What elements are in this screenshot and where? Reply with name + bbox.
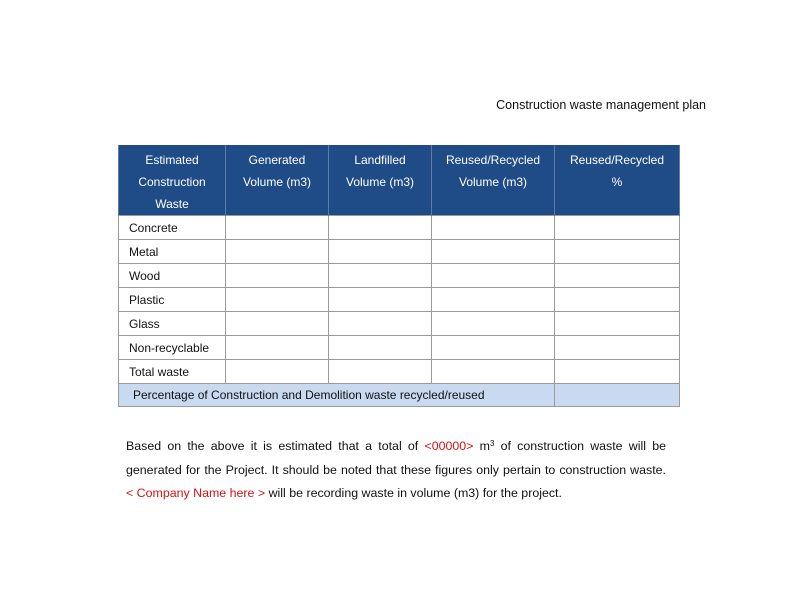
table-cell-landfilled[interactable] bbox=[329, 360, 432, 384]
header-line: Construction bbox=[138, 175, 206, 189]
table-cell-landfilled[interactable] bbox=[329, 288, 432, 312]
table-row-glass bbox=[119, 312, 680, 336]
waste-table bbox=[118, 145, 680, 407]
table-cell-generated[interactable] bbox=[226, 264, 329, 288]
table-cell-generated[interactable] bbox=[226, 216, 329, 240]
paragraph-text: Based on the above it is estimated that a total of bbox=[126, 439, 425, 453]
table-cell-reused-percent[interactable] bbox=[555, 288, 680, 312]
table-row-summary bbox=[119, 384, 680, 407]
table-cell-reused-volume[interactable] bbox=[432, 264, 555, 288]
table-row-non-recyclable bbox=[119, 336, 680, 360]
total-volume-placeholder: <00000> bbox=[424, 439, 474, 453]
row-label: Total waste bbox=[119, 360, 226, 384]
row-label: Glass bbox=[119, 312, 226, 336]
table-cell-reused-percent[interactable] bbox=[555, 336, 680, 360]
table-cell-generated[interactable] bbox=[226, 360, 329, 384]
document-title: Construction waste management plan bbox=[496, 98, 706, 112]
table-cell-reused-volume[interactable] bbox=[432, 360, 555, 384]
table-cell-landfilled[interactable] bbox=[329, 240, 432, 264]
row-label: Plastic bbox=[119, 288, 226, 312]
table-cell-landfilled[interactable] bbox=[329, 216, 432, 240]
header-line: Volume (m3) bbox=[242, 175, 312, 189]
summary-value-cell[interactable] bbox=[555, 384, 680, 407]
table-cell-reused-volume[interactable] bbox=[432, 240, 555, 264]
header-reused-recycled-percent bbox=[555, 145, 680, 216]
table-cell-reused-percent[interactable] bbox=[555, 240, 680, 264]
header-line: Landfilled bbox=[354, 153, 406, 167]
table-row-total-waste bbox=[119, 360, 680, 384]
header-reused-recycled-volume bbox=[432, 145, 555, 216]
table-row-plastic bbox=[119, 288, 680, 312]
table-cell-generated[interactable] bbox=[226, 240, 329, 264]
table-cell-reused-percent[interactable] bbox=[555, 264, 680, 288]
table-row-wood bbox=[119, 264, 680, 288]
table-cell-reused-volume[interactable] bbox=[432, 336, 555, 360]
table-cell-reused-volume[interactable] bbox=[432, 216, 555, 240]
table-header-row bbox=[119, 145, 680, 216]
paragraph-text: will be recording waste in volume (m3) for the project. bbox=[265, 486, 562, 500]
row-label: Non-recyclable bbox=[119, 336, 226, 360]
table-cell-generated[interactable] bbox=[226, 312, 329, 336]
paragraph-text: m bbox=[473, 439, 490, 453]
paragraph-text: of construction waste will be generated for the Project. It should be noted that these figures only pertain to construction waste. bbox=[126, 439, 666, 477]
table-cell-landfilled[interactable] bbox=[329, 336, 432, 360]
table-cell-landfilled[interactable] bbox=[329, 312, 432, 336]
table-cell-generated[interactable] bbox=[226, 288, 329, 312]
header-line: Generated bbox=[248, 153, 306, 167]
header-estimated-construction-waste bbox=[119, 145, 226, 216]
summary-paragraph bbox=[126, 432, 666, 506]
header-line: Estimated bbox=[145, 153, 199, 167]
table-row-metal bbox=[119, 240, 680, 264]
table-cell-reused-percent[interactable] bbox=[555, 216, 680, 240]
summary-label: Percentage of Construction and Demolition waste recycled/reused bbox=[119, 384, 555, 407]
header-line: Waste bbox=[155, 197, 189, 211]
table-cell-reused-percent[interactable] bbox=[555, 312, 680, 336]
table-cell-generated[interactable] bbox=[226, 336, 329, 360]
company-name-placeholder: < Company Name here > bbox=[126, 486, 266, 500]
header-line: % bbox=[611, 175, 623, 189]
unit-superscript: 3 bbox=[489, 439, 495, 448]
table-cell-landfilled[interactable] bbox=[329, 264, 432, 288]
row-label: Concrete bbox=[119, 216, 226, 240]
header-line: Volume (m3) bbox=[345, 175, 415, 189]
header-landfilled-volume bbox=[329, 145, 432, 216]
header-line: Reused/Recycled bbox=[445, 153, 541, 167]
table-row-concrete bbox=[119, 216, 680, 240]
row-label: Wood bbox=[119, 264, 226, 288]
table-cell-reused-volume[interactable] bbox=[432, 312, 555, 336]
header-generated-volume bbox=[226, 145, 329, 216]
header-line: Reused/Recycled bbox=[569, 153, 665, 167]
row-label: Metal bbox=[119, 240, 226, 264]
table-cell-reused-volume[interactable] bbox=[432, 288, 555, 312]
header-line: Volume (m3) bbox=[458, 175, 528, 189]
table-cell-reused-percent[interactable] bbox=[555, 360, 680, 384]
